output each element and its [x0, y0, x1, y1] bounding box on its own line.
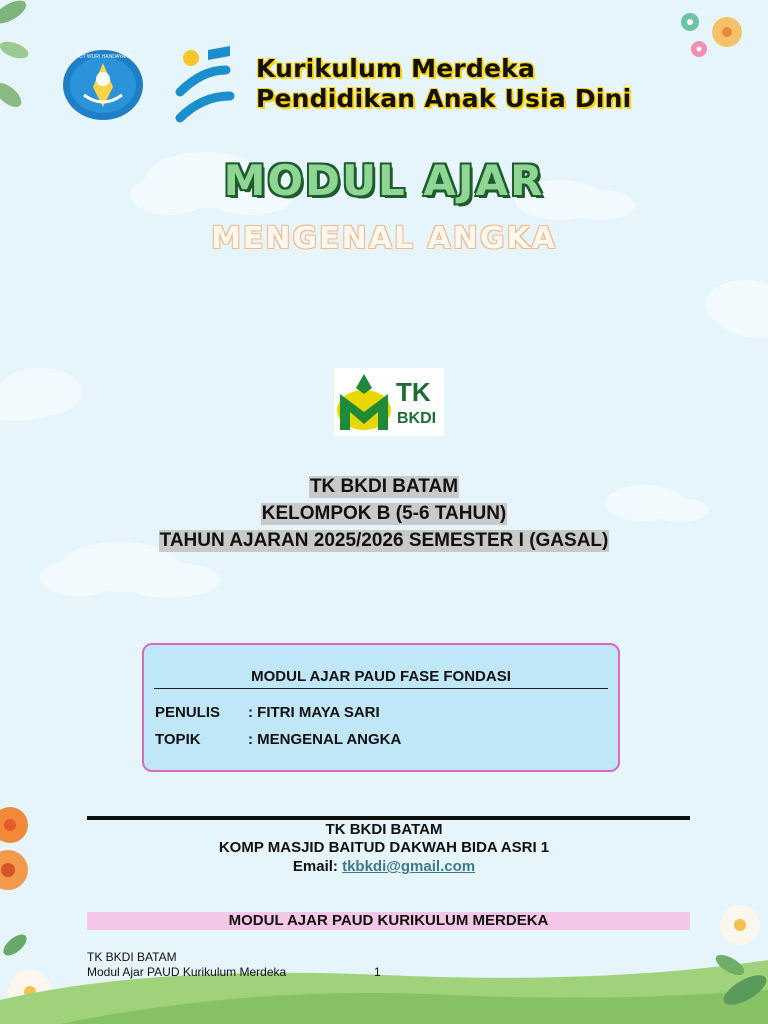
- brand-title-line-1: Kurikulum Merdeka: [256, 54, 536, 83]
- module-title: MODUL AJAR: [223, 156, 545, 205]
- school-name: TK BKDI BATAM: [309, 476, 459, 497]
- penulis-value: : FITRI MAYA SARI: [248, 704, 380, 721]
- footer-school: TK BKDI BATAM: [87, 950, 177, 964]
- address-street: KOMP MASJID BAITUD DAKWAH BIDA ASRI 1: [218, 839, 550, 856]
- school-year: TAHUN AJARAN 2025/2026 SEMESTER I (GASAL): [159, 530, 609, 551]
- leaf-icon: [0, 0, 30, 111]
- logo-bkdi-text: BKDI: [397, 410, 437, 427]
- tk-bkdi-logo-icon: [334, 368, 444, 436]
- address-email-line: [0, 858, 768, 875]
- flower-icon: [681, 13, 742, 57]
- topik-row: [155, 731, 401, 748]
- curriculum-banner: MODUL AJAR PAUD KURIKULUM MERDEKA: [87, 912, 690, 930]
- address-school-name: TK BKDI BATAM: [325, 821, 443, 838]
- divider: [87, 816, 690, 820]
- topik-label: TOPIK: [155, 731, 201, 748]
- module-info-box: [142, 643, 620, 772]
- email-label: Email:: [292, 858, 338, 875]
- kurikulum-merdeka-logo-icon: [172, 44, 236, 124]
- footer-doc-title: Modul Ajar PAUD Kurikulum Merdeka: [87, 965, 287, 979]
- module-subtitle: MENGENAL ANGKA: [211, 221, 557, 256]
- penulis-label: PENULIS: [155, 704, 221, 721]
- email-link[interactable]: tkbkdi@gmail.com: [342, 858, 476, 875]
- penulis-row: [155, 704, 380, 721]
- page-number: 1: [374, 965, 381, 979]
- brand-title-line-2: Pendidikan Anak Usia Dini: [256, 84, 632, 113]
- emblem-text: TUT WURI HANDAYANI: [75, 54, 131, 60]
- school-group: KELOMPOK B (5-6 TAHUN): [261, 503, 507, 524]
- logo-tk-text: TK: [396, 377, 431, 407]
- module-box-title: MODUL AJAR PAUD FASE FONDASI: [154, 668, 608, 689]
- topik-value: : MENGENAL ANGKA: [248, 731, 402, 748]
